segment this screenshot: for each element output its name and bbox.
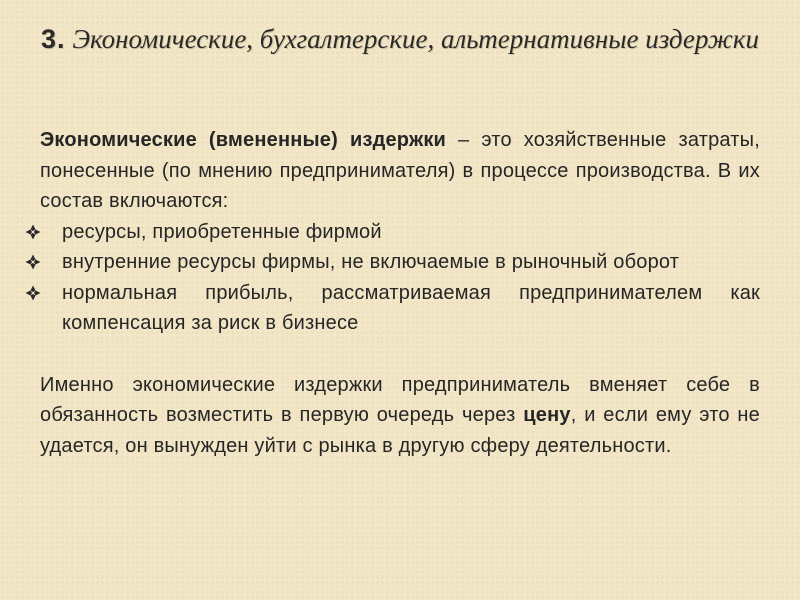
slide-title	[30, 22, 770, 56]
conclusion-bold-word: цену	[523, 404, 571, 426]
diamond-bullet-icon	[22, 217, 44, 247]
definition-paragraph	[40, 125, 760, 217]
bullet-text: ресурсы, приобретенные фирмой	[62, 220, 382, 243]
diamond-bullet-icon	[22, 278, 44, 308]
bullet-text: нормальная прибыль, рассматриваемая предпринимателем как компенсация за риск в бизнесе	[62, 281, 760, 334]
spacer	[40, 339, 760, 370]
diamond-bullet-icon	[22, 247, 44, 277]
list-item	[22, 278, 760, 339]
title-number: 3.	[41, 24, 66, 54]
list-item	[22, 247, 760, 278]
definition-term: Экономические (вмененные) издержки	[40, 129, 447, 151]
title-text: Экономические, бухгалтерские, альтернативные издержки	[72, 24, 759, 54]
conclusion-paragraph	[40, 370, 760, 462]
list-item	[22, 217, 760, 248]
bullet-text: внутренние ресурсы фирмы, не включаемые в рыночный оборот	[62, 251, 680, 273]
slide-content	[40, 125, 760, 461]
definition-text: – это хозяйственные затраты, понесенные (по мнению предпринимателя) в процессе производства. В их состав включаются:	[40, 129, 760, 212]
conclusion-text-start: Именно экономические издержки предприниматель вменяет себе в обязанность возместить в первую очередь через	[40, 373, 760, 426]
conclusion-text-end: , и если ему это не удается, он вынужден уйти с рынка в другую сферу деятельности.	[40, 404, 760, 457]
bullet-list	[40, 217, 760, 339]
